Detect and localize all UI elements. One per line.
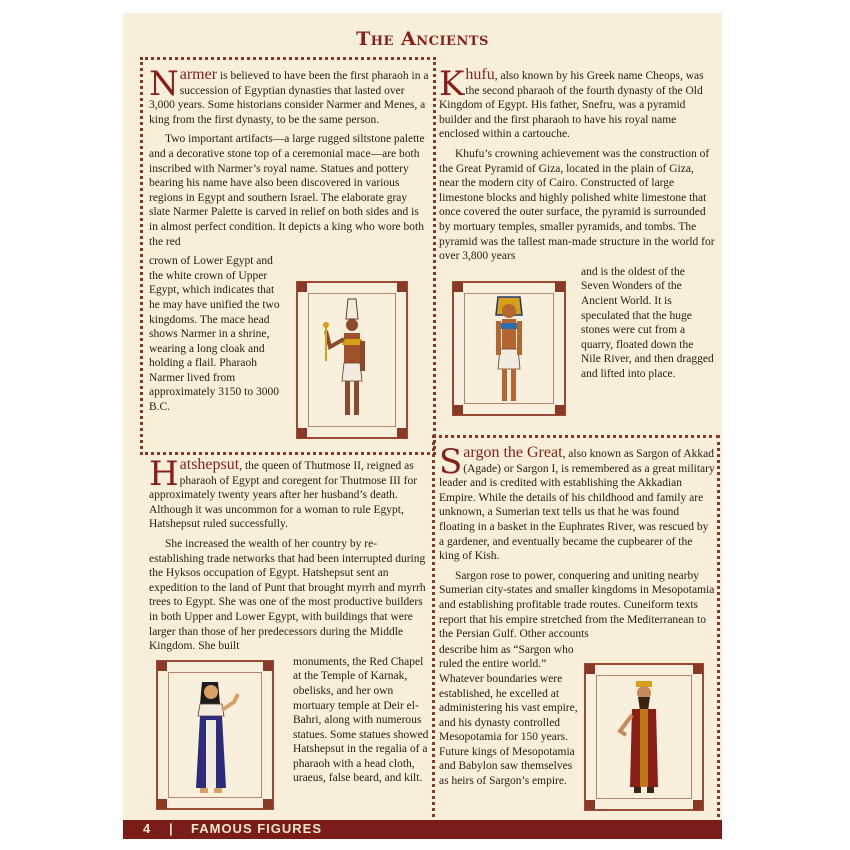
narmer-name-rest: armer <box>179 66 218 83</box>
pharaoh-narmer-figure-icon <box>296 281 408 439</box>
khufu-dropcap: K <box>439 64 465 104</box>
page-footer <box>123 820 722 839</box>
narmer-dropcap: N <box>149 64 179 104</box>
narmer-p1: is believed to have been the first pharaoh in a succession of Egyptian dynasties that lasted over 3,000 years. Some historians consider Narmer and Menes, a king from the first dynasty, to be the same person. <box>149 70 429 126</box>
page-number: 4 <box>143 821 152 836</box>
page-title: The Ancients <box>356 28 489 50</box>
sargon-p2: Sargon rose to power, conquering and uniting nearby Sumerian city-states and smaller kingdoms in Mesopotamia and establishing profitable trade routes. Cuneiform texts report that his empire stretched from the Mediterranean to the Persian Gulf. Other accounts <box>439 569 715 641</box>
khufu-p1: , also known by his Greek name Cheops, was the second pharaoh of the fourth dynasty of the Old Kingdom of Egypt. His father, Snefru, was a pyramid builder and the first pharaoh to have his royal name enclosed within a cartouche. <box>439 70 704 141</box>
sargon-p1: , also known as Sargon of Akkad (Agade) or Sargon I, is remembered as a great military leader and is credited with establishing the Akkadian Empire. While the details of his childhood and family are unknown, a Sumerian text tells us that he was found floating in a basket in the Euphrates River, was rescued by a gardener, and eventually became the cupbearer of the king of Kish. <box>439 448 715 563</box>
hatshepsut-p1: , the queen of Thutmose II, reigned as pharaoh of Egypt and coregent for Thutmose III for approximately twenty years after her husband’s death. Although it was uncommon for a woman to rule Egypt, Hatshepsut ruled successfully. <box>149 460 418 531</box>
footer-separator: | <box>169 821 174 836</box>
hatshepsut-name-rest: atshepsut <box>179 456 240 473</box>
king-sargon-figure-icon <box>584 663 704 811</box>
queen-hatshepsut-figure-icon <box>156 660 274 810</box>
hatshepsut-p3: monuments, the Red Chapel at the Temple of Karnak, obelisks, and her own mortuary temple at Deir el-Bahri, along with numerous statues. Some statues showed Hatshepsut in the regalia of a pharaoh with a head cloth, uraeus, false beard, and kilt. <box>293 655 429 785</box>
sargon-p3: describe him as “Sargon who ruled the entire world.” Whatever boundaries were established, he excelled at administering his vast empire, and his dynasty controlled Mesopotamia for 150 years. Future kings of Mesopotamia and Babylon saw themselves as heirs of Sargon’s empire. <box>439 643 578 788</box>
narmer-p3: crown of Lower Egypt and the white crown of Upper Egypt, which indicates that he may have unified the two kingdoms. The mace head shows Narmer in a shrine, wearing a long cloak and holding a flail. Pharaoh Narmer lived from approximately 3150 to 3000 B.C. <box>149 255 280 414</box>
narmer-illustration <box>296 281 408 439</box>
sargon-name-rest: argon the Great <box>463 444 563 461</box>
khufu-p2: Khufu’s crowning achievement was the construction of the Great Pyramid of Giza, located in the plain of Giza, near the modern city of Cairo. Constructed of large limestone blocks and highly polished white limestone that once covered the outer surface, the pyramid is surrounded by mortuary temples, smaller pyramids, and tombs. The pyramid was the tallest man-made structure in the world for over 3,800 years <box>439 147 715 263</box>
khufu-p3: and is the oldest of the Seven Wonders of the Ancient World. It is speculated that the huge stones were cut from a quarry, floated down the Nile River, and then dragged and lifted into place. <box>581 265 714 380</box>
hatshepsut-illustration <box>156 660 274 810</box>
sargon-dropcap: S <box>439 442 463 482</box>
book-page <box>123 13 722 839</box>
hatshepsut-dropcap: H <box>149 454 179 494</box>
khufu-name-rest: hufu <box>465 66 495 83</box>
hatshepsut-p2: She increased the wealth of her country by re-establishing trade networks that had been interrupted during the Hyksos occupation of Egypt. Hatshepsut sent an expedition to the land of Punt that brought myrrh and myrrh trees to Egypt. She was one of the most productive builders in both Upper and Lower Egypt, with buildings that were larger than those of her predecessors during the Middle Kingdom. She built <box>149 537 426 653</box>
section-label: FAMOUS FIGURES <box>191 821 323 836</box>
pharaoh-khufu-figure-icon <box>452 281 566 416</box>
sargon-illustration <box>584 663 704 811</box>
khufu-illustration <box>452 281 566 416</box>
narmer-p2: Two important artifacts—a large rugged siltstone palette and a decorative stone top of a ceremonial mace—are both inscribed with Narmer’s royal name. Statues and pottery bearing his name have also been discovered in various regions in Egypt and southern Israel. The elaborate gray slate Narmer Palette is carved in relief on both sides and is in almost perfect condition. It depicts a king who wore both the red <box>149 133 425 248</box>
